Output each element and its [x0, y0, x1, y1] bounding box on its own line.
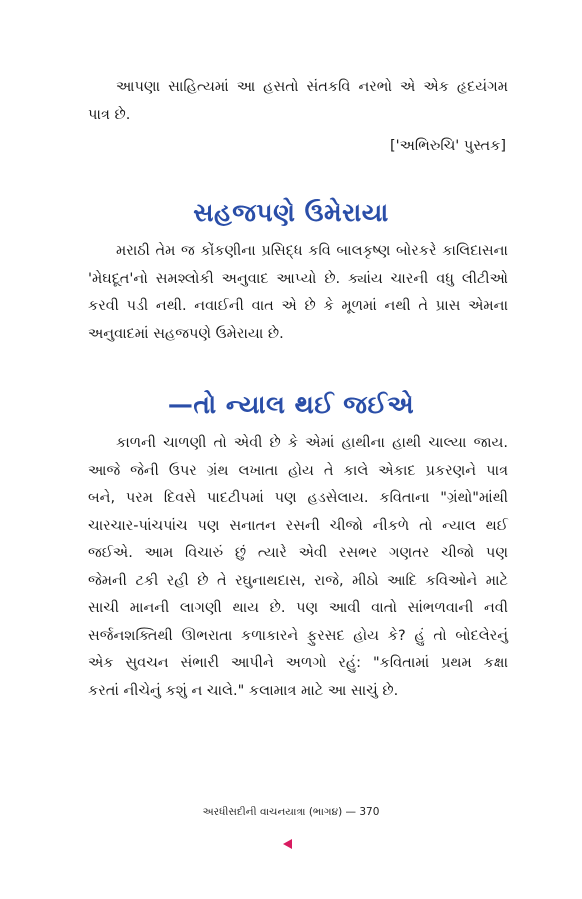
text-line: સાચી માનની લાગણી થાય છે. પણ આવી વાતો સાંભળવાની નવી [88, 600, 508, 616]
intro-paragraph [88, 74, 508, 129]
left-arrow-icon[interactable] [283, 839, 292, 849]
text-line: સર્જનશક્તિથી ઊભરાતા કળાકારને ફુરસદ હોય કે? હું તો બોદલેરનું [88, 627, 508, 644]
text-line: પાત્ર છે. [88, 106, 131, 123]
source-citation: ['અભિરુચિ' પુસ્તક] [389, 138, 506, 154]
page-footer: અરધીસદીની વાચનયાત્રા (ભાગ૪) — 370 [202, 806, 380, 818]
text-line: મરાઠી તેમ જ કોંકણીના પ્રસિદ્ધ કવિ બાલકૃષ્ણ બોરકરે કાલિદાસના [116, 243, 508, 259]
text-line: કરવી પડી નથી. નવાઈની વાત એ છે કે મૂળમાં નથી તે પ્રાસ એમના [88, 298, 508, 314]
text-line: આજે જેની ઉપર ગ્રંથ લખાતા હોય તે કાલે એકાદ પ્રકરણને પાત્ર [88, 462, 508, 479]
text-line: કાળની ચાળણી તો એવી છે કે એમાં હાથીના હાથી ચાલ્યા જાય. [116, 435, 508, 451]
text-line: જઈએ. આમ વિચારું છું ત્યારે એવી રસભર ગણતર ચીજો પણ [88, 545, 508, 561]
section-heading-1: સહજપણે ઉમેરાયા [193, 198, 389, 227]
section-2-paragraph [88, 430, 508, 705]
text-line: જેમની ટકી રહી છે તે રઘુનાથદાસ, રાજે, મીઠો આદિ કવિઓને માટે [88, 572, 508, 589]
text-line: 'મેઘદૂત'નો સમશ્લોકી અનુવાદ આપ્યો છે. ક્યાંય ચારની વધુ લીટીઓ [88, 270, 508, 287]
text-line: ચારચાર-પાંચપાંચ પણ સનાતન રસની ચીજો નીકળે તો ન્યાલ થઈ [88, 517, 508, 534]
text-line: કરતાં નીચેનું કશું ન ચાલે." કલામાત્ર માટે આ સાચું છે. [88, 682, 399, 699]
section-heading-2: —તો ન્યાલ થઈ જઈએ [167, 390, 415, 419]
section-1-paragraph [88, 238, 508, 348]
text-line: એક સુવચન સંભારી આપીને અળગો રહું: "કવિતામાં પ્રથમ કક્ષા [88, 655, 508, 671]
text-line: આપણા સાહિત્યમાં આ હસતો સંતકવિ નરભો એ એક હૃદયંગમ [116, 79, 508, 95]
text-line: અનુવાદમાં સહજપણે ઉમેરાયા છે. [88, 325, 284, 342]
text-line: બને, પરમ દિવસે પાદટીપમાં પણ હડસેલાય. કવિતાના "ગ્રંથો"માંથી [88, 490, 508, 506]
